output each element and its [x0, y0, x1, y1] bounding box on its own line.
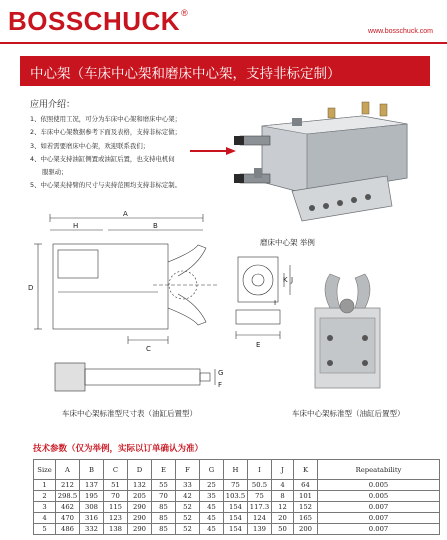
col-header: Size — [34, 460, 56, 480]
spec-heading: 技术参数（仅为举例，实际以订单确认为准） — [33, 444, 204, 454]
dim-label-K: K — [283, 276, 288, 284]
intro-item-4-text: 4、中心架支持油缸侧置或油缸后置，也支持电机伺 — [30, 154, 175, 163]
table-cell: 0.005 — [318, 491, 440, 502]
table-row — [34, 491, 440, 502]
table-cell: 205 — [128, 491, 152, 502]
grinding-caption: 磨床中心架 举例 — [260, 238, 315, 247]
table-cell: 124 — [248, 513, 272, 524]
col-header: B — [80, 460, 104, 480]
table-cell: 52 — [176, 524, 200, 535]
col-header: H — [224, 460, 248, 480]
table-cell: 154 — [224, 513, 248, 524]
red-arrow-icon — [190, 146, 236, 156]
dim-label-E: E — [256, 341, 261, 349]
table-cell: 70 — [104, 491, 128, 502]
table-cell: 137 — [80, 480, 104, 491]
table-cell: 52 — [176, 513, 200, 524]
table-cell: 154 — [224, 502, 248, 513]
table-cell: 42 — [176, 491, 200, 502]
intro-heading: 应用介绍： — [30, 100, 76, 110]
table-cell: 75 — [248, 491, 272, 502]
intro-item-1 — [30, 113, 240, 126]
table-cell: 33 — [176, 480, 200, 491]
grinding-steady-rest-illustration — [232, 96, 418, 236]
table-cell: 486 — [56, 524, 80, 535]
dim-label-I: I — [274, 299, 277, 307]
table-cell: 101 — [294, 491, 318, 502]
col-header: D — [128, 460, 152, 480]
table-cell: 75 — [224, 480, 248, 491]
table-cell: 470 — [56, 513, 80, 524]
table-cell: 152 — [294, 502, 318, 513]
table-cell: 20 — [272, 513, 294, 524]
dim-label-F: F — [218, 381, 223, 389]
col-header: F — [176, 460, 200, 480]
spec-table — [33, 459, 440, 535]
top-view-drawing — [50, 355, 230, 400]
table-cell: 85 — [152, 502, 176, 513]
intro-item-5 — [30, 179, 240, 192]
intro-item-3-text: 3、如若需要磨床中心架，欢迎联系我们； — [30, 141, 150, 150]
col-header: I — [248, 460, 272, 480]
brand-logo — [8, 6, 188, 37]
page-header — [0, 0, 447, 44]
section-title: 中心架（车床中心架和磨床中心架，支持非标定制） — [30, 66, 341, 82]
table-cell: 50.5 — [248, 480, 272, 491]
col-header: K — [294, 460, 318, 480]
table-cell: 132 — [128, 480, 152, 491]
table-cell: 8 — [272, 491, 294, 502]
table-cell: 45 — [200, 524, 224, 535]
table-cell: 1 — [34, 480, 56, 491]
intro-item-4-continuation: 服驱动； — [42, 168, 68, 177]
table-cell: 4 — [34, 513, 56, 524]
table-row — [34, 480, 440, 491]
table-cell: 308 — [80, 502, 104, 513]
brand-name: BOSSCHUCK — [8, 6, 181, 36]
table-cell: 51 — [104, 480, 128, 491]
table-cell: 298.5 — [56, 491, 80, 502]
intro-item-2 — [30, 126, 240, 139]
table-cell: 85 — [152, 513, 176, 524]
col-header: G — [200, 460, 224, 480]
dim-label-J: J — [291, 276, 294, 284]
table-cell: 195 — [80, 491, 104, 502]
table-cell: 103.5 — [224, 491, 248, 502]
table-cell: 64 — [294, 480, 318, 491]
col-header: C — [104, 460, 128, 480]
table-cell: 3 — [34, 502, 56, 513]
table-cell: 0.007 — [318, 524, 440, 535]
table-cell: 5 — [34, 524, 56, 535]
front-view-drawing — [28, 210, 228, 360]
dim-label-H: H — [73, 222, 79, 230]
table-cell: 154 — [224, 524, 248, 535]
table-cell: 200 — [294, 524, 318, 535]
table-cell: 0.007 — [318, 502, 440, 513]
table-row — [34, 502, 440, 513]
table-cell: 0.007 — [318, 513, 440, 524]
header-divider — [0, 42, 447, 44]
intro-item-2-text: 2、车床中心架数据参考下面及表格，支持非标定做； — [30, 128, 182, 137]
intro-item-4 — [30, 153, 240, 180]
dim-label-G: G — [218, 369, 224, 377]
table-cell: 316 — [80, 513, 104, 524]
registered-mark: ® — [181, 8, 189, 19]
col-header: J — [272, 460, 294, 480]
table-cell: 70 — [152, 491, 176, 502]
website-link[interactable]: www.bosschuck.com — [368, 28, 433, 35]
table-cell: 290 — [128, 513, 152, 524]
table-cell: 332 — [80, 524, 104, 535]
table-row — [34, 513, 440, 524]
col-header: E — [152, 460, 176, 480]
table-cell: 115 — [104, 502, 128, 513]
table-cell: 4 — [272, 480, 294, 491]
standard-caption: 车床中心架标准型尺寸表（油缸后置型） — [62, 409, 197, 418]
dim-label-A: A — [123, 210, 128, 218]
col-header: Repeatability — [318, 460, 440, 480]
table-cell: 25 — [200, 480, 224, 491]
dim-label-D: D — [28, 284, 34, 292]
table-cell: 138 — [104, 524, 128, 535]
table-cell: 50 — [272, 524, 294, 535]
table-cell: 212 — [56, 480, 80, 491]
table-cell: 45 — [200, 513, 224, 524]
table-cell: 2 — [34, 491, 56, 502]
table-cell: 35 — [200, 491, 224, 502]
table-cell: 462 — [56, 502, 80, 513]
table-cell: 85 — [152, 524, 176, 535]
dim-label-B: B — [153, 222, 158, 230]
table-cell: 55 — [152, 480, 176, 491]
col-header: A — [56, 460, 80, 480]
lathe-steady-rest-photo — [300, 268, 395, 393]
table-cell: 117.3 — [248, 502, 272, 513]
table-cell: 123 — [104, 513, 128, 524]
intro-item-1-text: 1、依照使用工况，可分为车床中心架和磨床中心架； — [30, 115, 182, 123]
side-view-drawing — [228, 245, 298, 355]
table-cell: 165 — [294, 513, 318, 524]
table-cell: 0.005 — [318, 480, 440, 491]
spec-header-row — [34, 460, 440, 480]
table-cell: 290 — [128, 502, 152, 513]
table-cell: 12 — [272, 502, 294, 513]
table-cell: 290 — [128, 524, 152, 535]
dim-label-C: C — [146, 345, 151, 353]
table-cell: 52 — [176, 502, 200, 513]
table-cell: 45 — [200, 502, 224, 513]
intro-item-5-text: 5、中心架夹持臂的尺寸与夹持范围均支持非标定制。 — [30, 181, 182, 190]
photo-caption: 车床中心架标准型（油缸后置型） — [292, 409, 405, 418]
table-cell: 139 — [248, 524, 272, 535]
section-banner — [20, 56, 430, 86]
table-row — [34, 524, 440, 535]
